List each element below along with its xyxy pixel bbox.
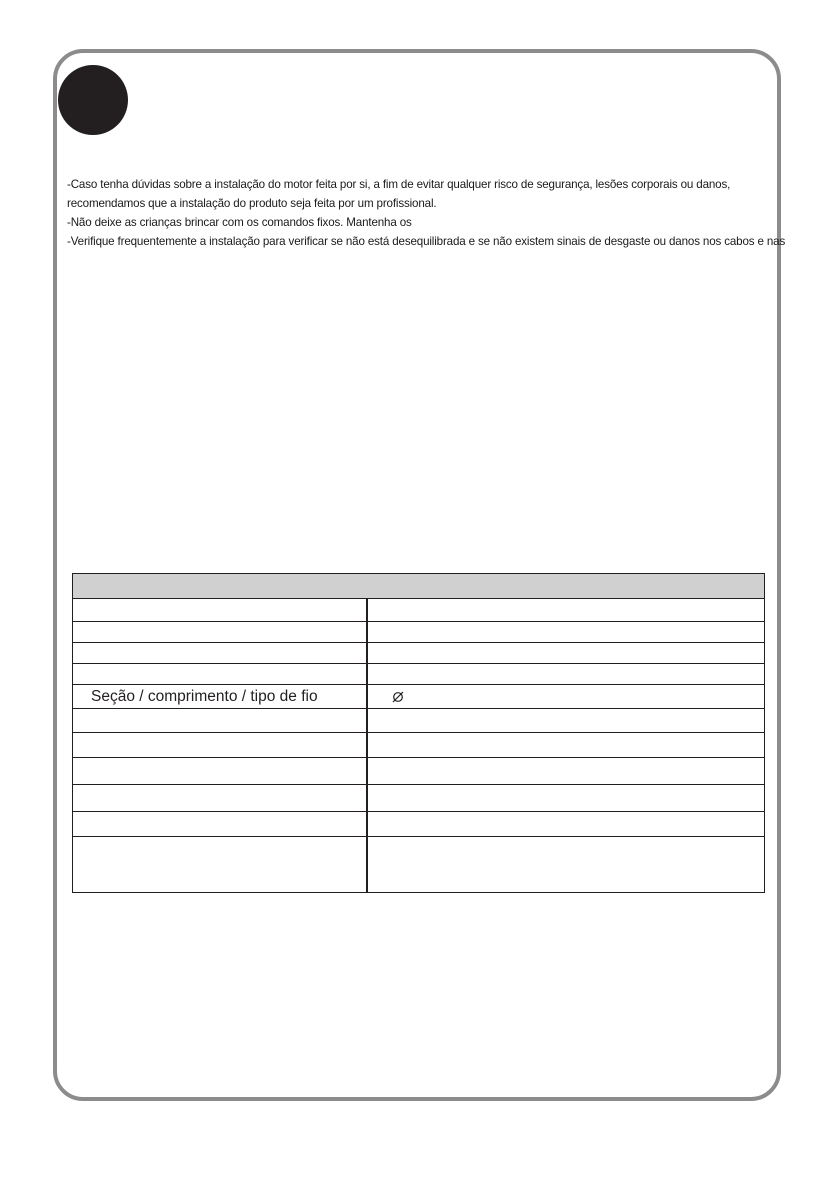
table-row	[73, 685, 764, 709]
note-line: -Verifique frequentemente a instalação para verificar se não está desequilibrada e se não existem sinais de desgaste ou danos nos cabos e nas	[67, 235, 786, 248]
table-row	[73, 733, 764, 758]
note-line: recomendamos que a instalação do produto seja feita por um profissional.	[67, 197, 437, 210]
table-row	[73, 599, 764, 622]
table-row	[73, 709, 764, 733]
table-row	[73, 837, 764, 892]
diameter-icon	[392, 691, 404, 703]
safety-notes	[67, 175, 786, 251]
table-row	[73, 812, 764, 837]
section-badge	[58, 65, 128, 135]
table-row	[73, 622, 764, 643]
cable-spec-label: Seção / comprimento / tipo de fio	[73, 685, 368, 708]
table-row	[73, 664, 764, 685]
note-line: -Não deixe as crianças brincar com os comandos fixos. Mantenha os	[67, 216, 412, 229]
spec-table	[72, 573, 765, 893]
note-line: -Caso tenha dúvidas sobre a instalação do motor feita por si, a fim de evitar qualquer risco de segurança, lesões corporais ou danos,	[67, 178, 731, 191]
spec-table-header	[73, 574, 764, 599]
table-row	[73, 643, 764, 664]
table-row	[73, 785, 764, 812]
table-row	[73, 758, 764, 785]
